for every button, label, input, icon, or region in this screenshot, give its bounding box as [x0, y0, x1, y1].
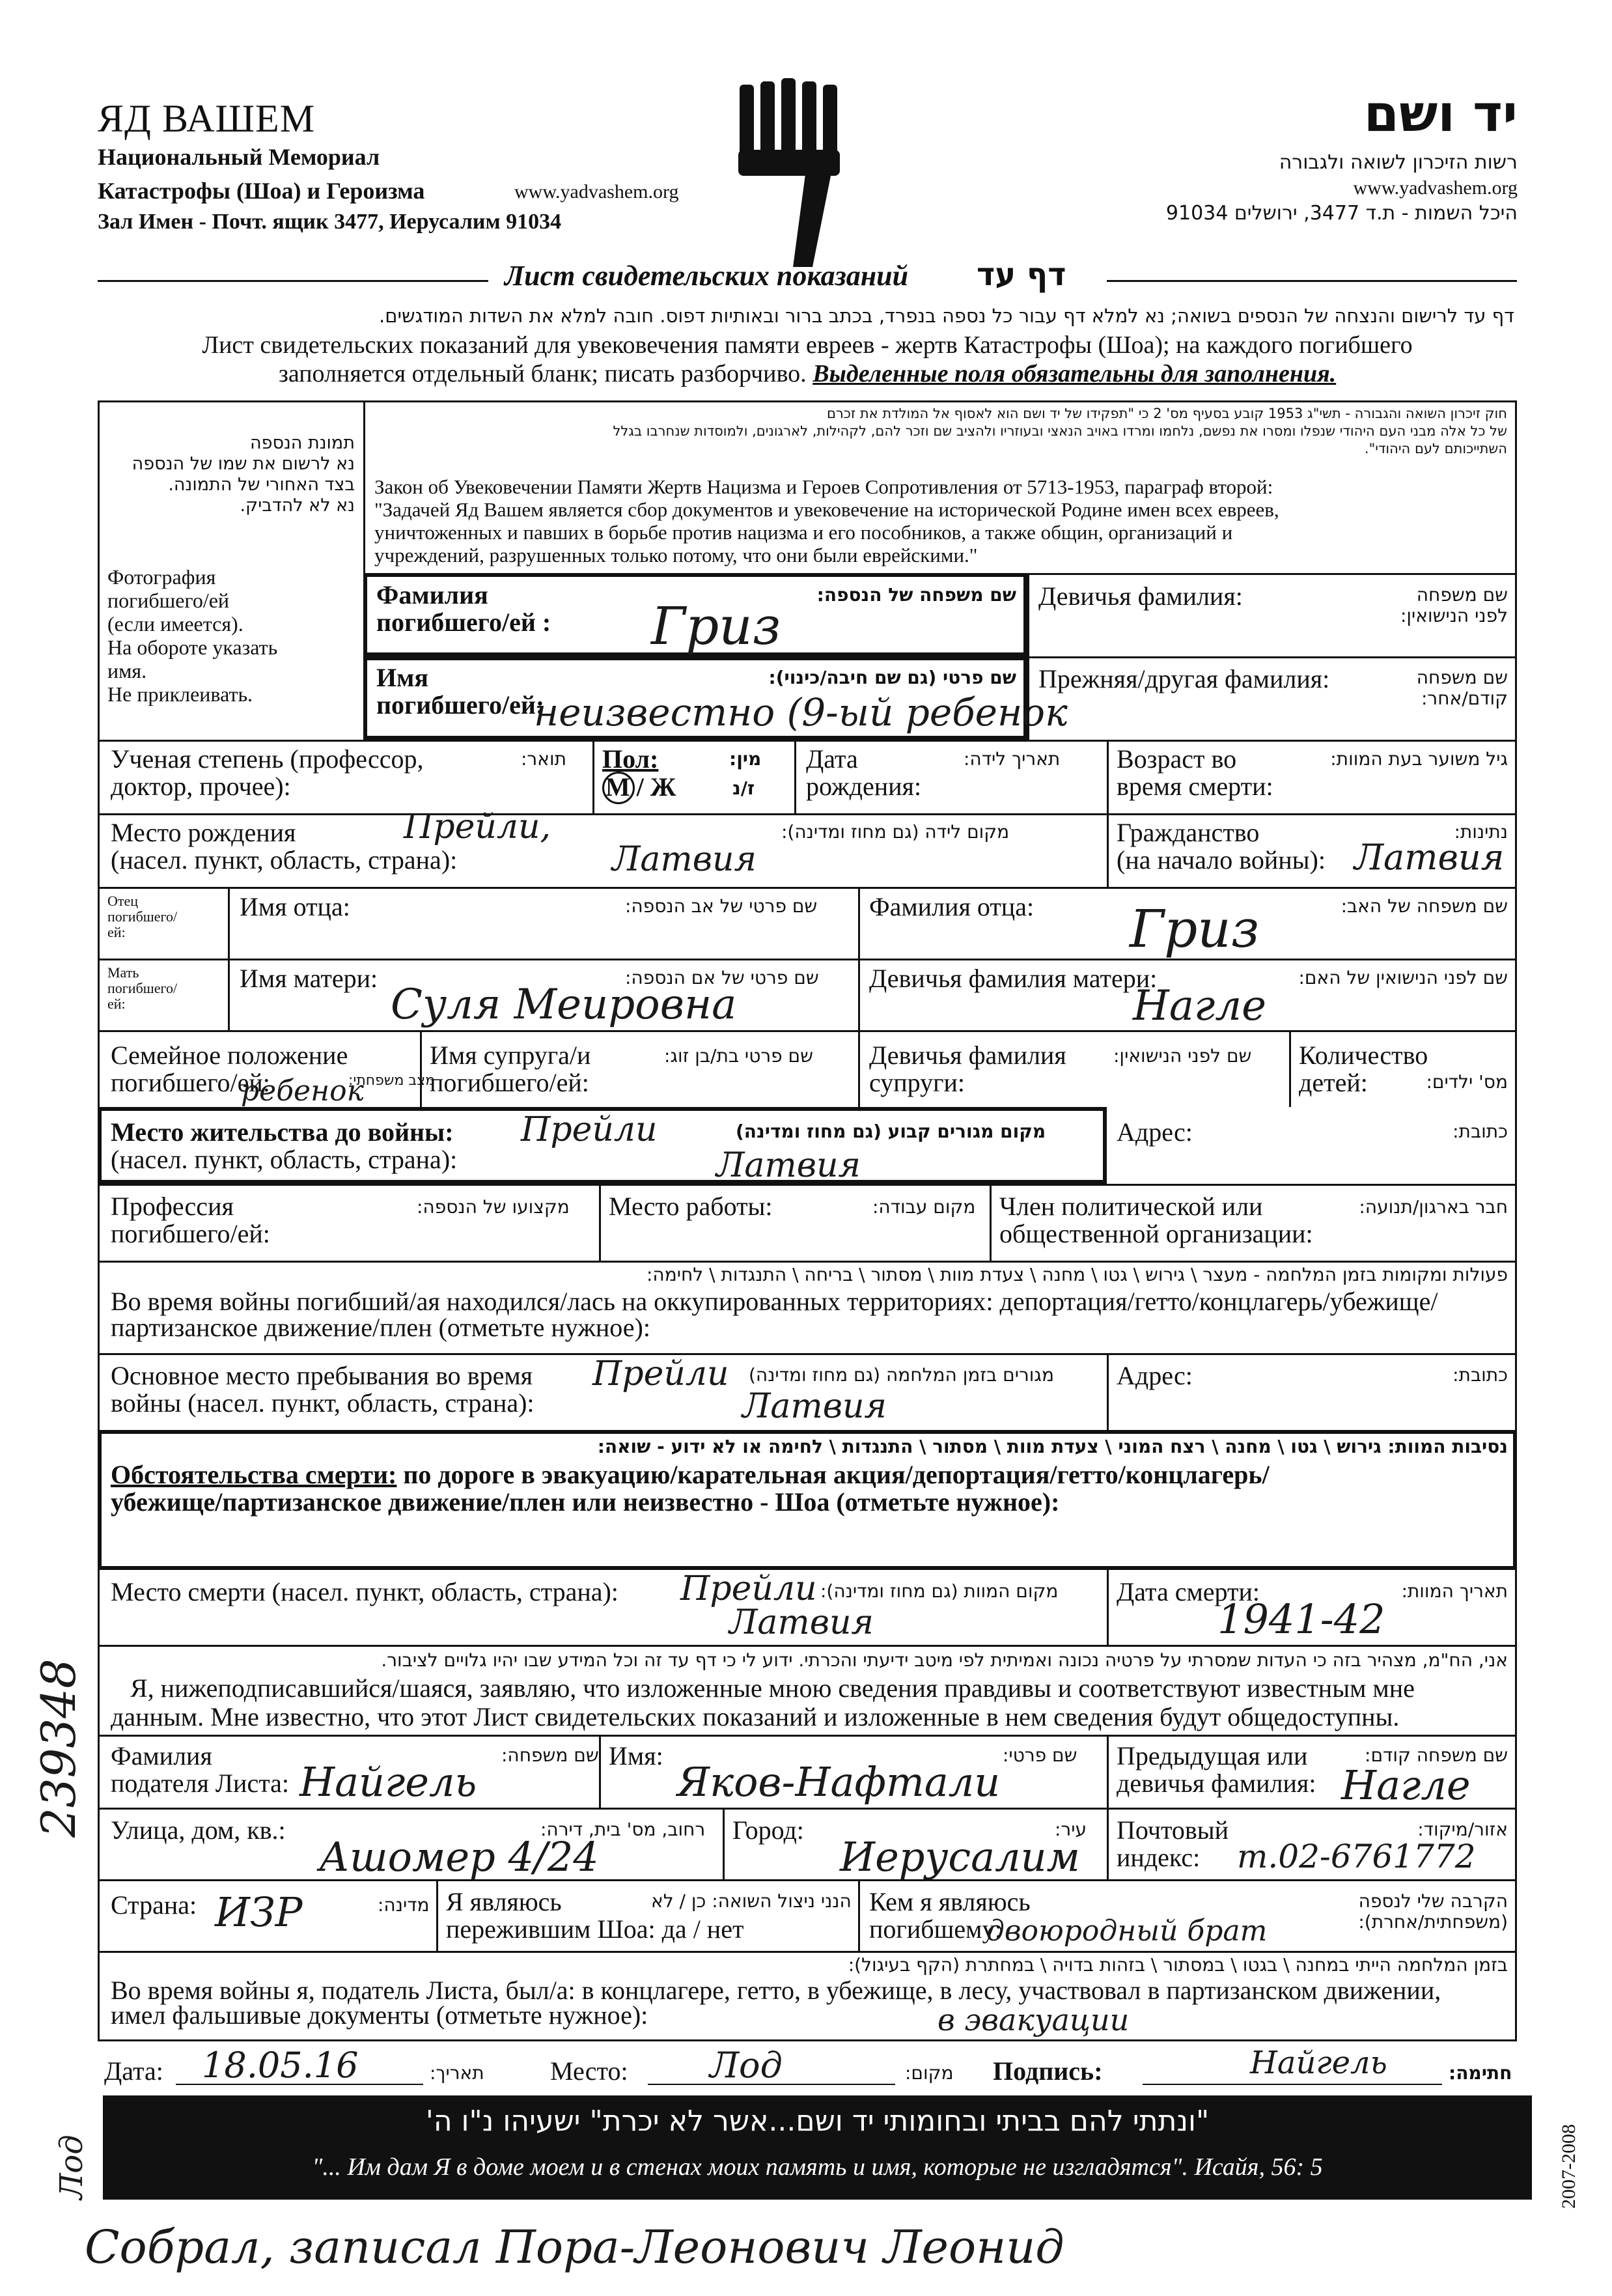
row-father-top: [98, 887, 1517, 889]
degree-he: תואר:: [521, 748, 566, 770]
sub-date-value[interactable]: 18.05.16: [202, 2045, 359, 2086]
sex-label: Пол:: [602, 744, 659, 774]
name-value[interactable]: неизвестно (9-ый ребенок: [534, 690, 1068, 735]
residence-label: Место жительства до войны:: [111, 1117, 454, 1147]
children-label-2: детей:: [1299, 1068, 1368, 1097]
sub-street-label: Улица, дом, кв.:: [111, 1815, 286, 1845]
sub-prev-he: שם משפחה קודם:: [1365, 1744, 1508, 1766]
death-he: נסיבות המוות: גירוש \ גטו \ מחנה \ רצח המוני \ צעדת מוות \ מסתור \ התנגדות \ לחימה או לא ידוע - שואה:: [597, 1436, 1508, 1457]
birthplace-he: מקום לידה (גם מחוז ומדינה):: [781, 821, 1010, 843]
mother-side: Мать погибшего/ей:: [107, 964, 178, 1012]
father-surname-label: Фамилия отца:: [869, 892, 1035, 921]
war-place-he: מגורים בזמן המלחמה (גם מחוז ומדינה): [749, 1364, 1054, 1386]
name-he: שם פרטי (גם שם חיבה/כינוי):: [768, 667, 1016, 688]
photo-he-4: נא לא להדביק.: [240, 496, 355, 516]
spouse-maiden-he: שם לפני הנישואין:: [1113, 1045, 1252, 1067]
work-label: Место работы:: [609, 1192, 773, 1221]
sub-prev-label-2: девичья фамилия:: [1117, 1769, 1316, 1798]
photo-he-1: תמונת הנספה: [249, 433, 355, 453]
sex-he: מין:: [729, 748, 762, 770]
header-he-line2: רשות הזיכרון לשואה ולגבורה: [1279, 151, 1518, 174]
death-date-he: תאריך המוות:: [1401, 1580, 1508, 1602]
children-label-1: Количество: [1299, 1041, 1428, 1070]
sub-prev-value[interactable]: Нагле: [1341, 1761, 1471, 1809]
photo-ru-3: (если имеется).: [107, 612, 243, 636]
mother-maiden-label: Девичья фамилия матери:: [869, 964, 1158, 993]
name-label-1: Имя: [376, 663, 428, 692]
record-number: 239348: [31, 1659, 86, 1838]
sub-war-ru-2: имел фальшивые документы (отметьте нужное):: [111, 2000, 648, 2030]
sub-survivor-he: הנני ניצול השואה: כן / לא: [651, 1890, 852, 1912]
header-he-line4: היכל השמות - ת.ד 3477, ירושלים 91034: [1165, 202, 1518, 225]
death-date-label: Дата смерти:: [1117, 1577, 1260, 1606]
work-divider: [990, 1184, 992, 1261]
header-url-right: www.yadvashem.org: [1353, 177, 1518, 199]
sub-prev-label: [1117, 1743, 1316, 1797]
law-he-1: חוק זיכרון השואה והגבורה - תשי"ג 1953 קובע בסעיף מס' 2 כי "תפקידו של יד ושם הוא לאסוף אל המולדת את זכרם: [826, 406, 1507, 421]
sub-street-he: רחוב, מס' בית, דירה:: [540, 1819, 706, 1840]
mother-name-he: שם פרטי של אם הנספה:: [625, 967, 819, 988]
maiden-bottom: [1027, 656, 1517, 658]
name-label-2: погибшего/ей:: [376, 690, 545, 720]
title-rule-right: [1107, 280, 1517, 282]
mother-maiden-he: שם לפני הנישואין של האם:: [1298, 967, 1508, 988]
profession-label-2: погибшего/ей:: [111, 1219, 270, 1248]
law-ru: [374, 475, 1510, 567]
header-org-ru: ЯД ВАШЕМ: [98, 97, 316, 140]
sub-relation-divider: [858, 1879, 860, 1951]
children-divider: [1289, 1030, 1291, 1107]
sub-street-value[interactable]: Ашомер 4/24: [319, 1833, 599, 1881]
declaration-ru-2: данным. Мне известно, что этот Лист свидетельских показаний и изложенные в нем сведения будут общедоступны.: [111, 1702, 1400, 1731]
surname-value[interactable]: Гриз: [651, 596, 781, 656]
age-label-1: Возраст во: [1117, 744, 1237, 774]
father-surname-he: שם משפחה של האב:: [1341, 895, 1508, 917]
work-he: מקום עבודה:: [872, 1196, 976, 1218]
mother-name-value[interactable]: Суля Меировна: [391, 981, 737, 1029]
degree-divider: [592, 740, 594, 813]
law-ru-3: уничтоженных и павших в борьбе против нацизма и его пособников, а также общин, организаций и: [374, 521, 1233, 544]
age-label-2: время смерти:: [1117, 772, 1273, 801]
wartime-he: פעולות ומקומות בזמן המלחמה - מעצר \ גירוש \ גטו \ מחנה \ צעדת מוות \ מסתור \ בריחה \ התנגדות \ לחימה:: [646, 1264, 1508, 1285]
age-he: גיל משוער בעת המוות:: [1330, 748, 1508, 770]
citizen-divider: [1107, 813, 1109, 887]
banner-ru: "... Им дам Я в доме моем и в стенах моих память и имя, которые не изгладятся". Исайя, 56: 5: [312, 2153, 1323, 2181]
war-place-label-2: войны (насел. пункт, область, страна):: [111, 1388, 535, 1418]
sub-date-he: תאריך:: [430, 2062, 484, 2084]
title-rule-left: [98, 280, 488, 282]
photo-ru-1: Фотография: [107, 565, 216, 589]
member-label-2: общественной организации:: [999, 1219, 1313, 1248]
sub-name-value[interactable]: Яков-Нафтали: [677, 1758, 1001, 1806]
row-profession-top: [98, 1184, 1517, 1186]
residence-he: מקום מגורים קבוע (גם מחוז ומדינה): [736, 1121, 1046, 1142]
photo-ru-6: Не приклеивать.: [107, 682, 253, 706]
sub-city-label: Город:: [732, 1815, 804, 1845]
photo-he-3: בצד האחורי של התמונה.: [168, 475, 355, 495]
spouse-maiden-label-1: Девичья фамилия: [869, 1041, 1066, 1070]
row-birthplace-top: [98, 813, 1517, 815]
sub-sign-he: חתימה:: [1449, 2062, 1512, 2084]
row-warplace-top: [98, 1353, 1517, 1355]
sub-surname-label-1: Фамилия: [111, 1741, 212, 1771]
birth-divider: [1107, 740, 1109, 813]
death-place-value-2[interactable]: Латвия: [729, 1603, 874, 1642]
yad-vashem-logo: [734, 78, 852, 267]
sub-name-label: Имя:: [609, 1741, 663, 1771]
marital-label-2: погибшего/ей:: [111, 1068, 270, 1097]
residence-value-1[interactable]: Прейли: [521, 1110, 658, 1149]
sub-relation-label-1: Кем я являюсь: [869, 1887, 1031, 1916]
death-place-label: Место смерти (насел. пункт, область, страна):: [111, 1577, 618, 1606]
declaration-ru-1: Я, нижеподписавшийся/шаяся, заявляю, что изложенные мною сведения правдивы и соответствуют известным мне: [130, 1673, 1415, 1703]
sub-prev-divider: [1107, 1735, 1109, 1808]
photo-he-2: נא לרשום את שמו של הנספה: [132, 454, 355, 474]
sub-place-he: מקום:: [905, 2062, 954, 2084]
birthplace-label-2: (насел. пункт, область, страна):: [111, 845, 458, 875]
sub-relation-he: הקרבה שלי לנספה (משפחתית/אחרת):: [1358, 1890, 1508, 1933]
children-label: [1299, 1042, 1428, 1097]
degree-label-1: Ученая степень (профессор,: [111, 744, 424, 774]
photo-ru-4: На обороте указать: [107, 636, 278, 659]
sub-survivor-label-1: Я являюсь: [446, 1887, 562, 1916]
wartime-ru-2: партизанское движение/плен (отметьте нужное):: [111, 1313, 650, 1342]
war-address-he: כתובת:: [1452, 1364, 1508, 1386]
law-ru-4: учреждений, разрушенных только потому, что они были еврейскими.": [374, 544, 978, 567]
sub-date-label: Дата:: [104, 2056, 163, 2086]
row-sub4-top: [98, 1951, 1517, 1953]
spouse-label: [430, 1042, 591, 1097]
marital-value[interactable]: ребенок: [241, 1074, 364, 1108]
form-title-he: דף עד: [977, 257, 1066, 293]
sub-country-label: Страна:: [111, 1890, 197, 1920]
birthplace-label-1: Место рождения: [111, 818, 296, 847]
spouse-label-1: Имя супруга/и: [430, 1041, 591, 1070]
prev-label: Прежняя/другая фамилия:: [1038, 664, 1330, 693]
member-label: [999, 1193, 1313, 1248]
sub-place-label: Место:: [550, 2056, 628, 2086]
form-title-ru: Лист свидетельских показаний: [505, 260, 909, 292]
age-label: [1117, 746, 1273, 800]
header-ru-line4: Зал Имен - Почт. ящик 3477, Иерусалим 91034: [98, 210, 562, 234]
address-he: כתובת:: [1452, 1121, 1508, 1142]
war-place-label: [111, 1362, 535, 1417]
sub-city-value[interactable]: Иерусалим: [840, 1833, 1080, 1881]
sub-surname-label: [111, 1743, 289, 1797]
degree-label-2: доктор, прочее):: [111, 772, 291, 801]
sub-war-he: בזמן המלחמה הייתי במחנה \ בגטו \ במסתור \ בזהות בדויה \ במחתרת (הקף בעיגול):: [848, 1954, 1508, 1976]
marital-divider: [420, 1030, 422, 1107]
row-sub3-top: [98, 1879, 1517, 1881]
row-degree-top: [98, 740, 1517, 742]
death-ru-2: убежище/партизанское движение/плен или неизвестно - Шоа (отметьте нужное):: [111, 1487, 1060, 1517]
spouse-divider: [858, 1030, 860, 1107]
header-ru-line2: Национальный Мемориал: [98, 144, 380, 170]
residence-label-2: (насел. пункт, область, страна):: [111, 1145, 458, 1174]
sub-prev-label-1: Предыдущая или: [1117, 1741, 1308, 1771]
surname-label-2: погибшего/ей :: [376, 608, 551, 637]
spouse-he: שם פרטי בת/בן זוג:: [664, 1045, 813, 1067]
profession-label: [111, 1193, 270, 1248]
law-he-2: של כל אלה מבני העם היהודי שנפלו ומסרו את נפשם, נלחמו ומרדו באויב הנאצי ובעוזריו ולהציב שם וזכר להם, לקהילות, לארגונים, ולמוסדות שנחרבו בגלל: [613, 423, 1507, 439]
war-place-label-1: Основное место пребывания во время: [111, 1361, 533, 1390]
declaration-he: אני, הח"מ, מצהיר בזה כי העדות שמסרתי על פרטיה נכונה ואמיתית לפי מיטב ידיעתי והכרתי. ידוע לי כי דף עד זה וכל המידע שבו יהיו גלויים לציבור.: [381, 1649, 1508, 1671]
photo-ru: [107, 565, 355, 706]
sub-sign-label: Подпись:: [993, 2056, 1103, 2086]
member-label-1: Член политической или: [999, 1192, 1263, 1221]
profession-divider: [599, 1184, 601, 1261]
war-place-value-1[interactable]: Прейли: [592, 1354, 729, 1393]
profession-label-1: Профессия: [111, 1192, 234, 1221]
sub-zip-he: אזור/מיקוד:: [1417, 1819, 1508, 1840]
citizen-label: [1117, 819, 1326, 874]
children-he: מס' ילדים:: [1426, 1071, 1508, 1093]
law-he-3: השתייכותם לעם היהודי".: [1364, 441, 1507, 456]
intro-ru-1: Лист свидетельских показаний для увековечения памяти евреев - жертв Катастрофы (Шоа); на каждого погибшего: [202, 331, 1413, 359]
sub-survivor-label-2: пережившим Шоа: да / нет: [446, 1914, 744, 1944]
sub-war-value[interactable]: в эвакуации: [938, 2002, 1130, 2037]
sub-sign-line: [1143, 2084, 1442, 2085]
header-url-left: www.yadvashem.org: [514, 181, 679, 203]
citizen-label-1: Гражданство: [1117, 818, 1260, 847]
citizen-label-2: (на начало войны):: [1117, 845, 1326, 875]
sub-zip-value[interactable]: т.02-6761772: [1237, 1838, 1476, 1875]
spouse-maiden-label-2: супруги:: [869, 1068, 966, 1097]
sub-country-value[interactable]: ИЗР: [215, 1888, 303, 1936]
death-date-value[interactable]: 1941-42: [1217, 1595, 1385, 1643]
intro-ru-2a: заполняется отдельный бланк; писать разборчиво.: [278, 360, 807, 387]
sex-circle-mark: [602, 772, 635, 804]
photo-ru-2: погибшего/ей: [107, 589, 230, 612]
sub-surname-he: שם משפחה:: [501, 1744, 599, 1766]
birth-label-2: рождения:: [806, 772, 922, 801]
margin-left-note: Лод: [53, 2135, 90, 2200]
sub-zip-divider: [1107, 1808, 1109, 1879]
profession-he: מקצועו של הנספה:: [417, 1196, 570, 1218]
father-side: Отец погибшего/ей:: [107, 893, 178, 940]
sub-city-he: עיר:: [1055, 1819, 1087, 1840]
sex-he-2: ז/נ: [732, 777, 755, 799]
spouse-label-2: погибшего/ей:: [430, 1068, 589, 1097]
row-sub2-top: [98, 1808, 1517, 1810]
sub-war-ru-1: Во время войны я, податель Листа, был/а: в концлагере, гетто, в убежище, в лесу, участвовал в партизанском движении,: [111, 1976, 1441, 2005]
law-he: [371, 405, 1507, 458]
edition-years: 2007-2008: [1558, 2124, 1579, 2209]
sub-surname-value[interactable]: Найгель: [299, 1758, 477, 1806]
spouse-maiden-label: [869, 1042, 1066, 1097]
intro-he: דף עד לרישום והנצחה של הנספים בשואה; נא למלא דף עבור כל נספה בנפרד, בכתב ברור ובאותיות דפוס. חובה למלא את השדות המודגשים.: [379, 305, 1514, 327]
name-label: [376, 664, 544, 719]
birth-he: תאריך לידה:: [964, 748, 1061, 770]
sub-zip-label-1: Почтовый: [1117, 1815, 1229, 1845]
degree-label: [111, 746, 423, 800]
row-marital-top: [98, 1030, 1517, 1032]
sub-relation-label-2: погибшему:: [869, 1914, 1003, 1944]
death-place-he: מקום המוות (גם מחוז ומדינה):: [820, 1580, 1059, 1602]
wartime-ru-1: Во время войны погибший/ая находился/лась на оккупированных территориях: депортация/гетто/концлагерь/убежище/: [111, 1287, 1438, 1316]
sex-divider: [794, 740, 796, 813]
sub-name-divider: [599, 1735, 601, 1808]
sub-place-value[interactable]: Лод: [710, 2045, 783, 2086]
footer-collector-note: Собрал, записал Пора-Леонович Леонид: [85, 2220, 1064, 2274]
law-ru-2: "Задачей Яд Вашем является сбор документов и увековечение на исторической Родине имен всех евреев,: [374, 498, 1279, 521]
intro-ru-2: [98, 359, 1517, 388]
sub-sign-value[interactable]: Найгель: [1250, 2045, 1387, 2081]
marital-he: מצב משפחתי:: [348, 1072, 436, 1089]
father-surname-value[interactable]: Гриз: [1130, 899, 1260, 959]
sub-survivor-divider: [436, 1879, 438, 1951]
maiden-label: Девичья фамилия:: [1038, 581, 1243, 611]
birthplace-value-2[interactable]: Латвия: [612, 840, 757, 879]
father-name-label: Имя отца:: [240, 892, 350, 921]
sub-country-he: מדינה:: [378, 1894, 430, 1916]
intro-ru-2b: Выделенные поля обязательны для заполнения.: [813, 360, 1337, 387]
address-label: Адрес:: [1117, 1117, 1193, 1147]
birth-label-1: Дата: [806, 744, 858, 774]
war-place-value-2[interactable]: Латвия: [742, 1387, 887, 1426]
death-place-divider: [1107, 1570, 1109, 1645]
sub-zip-label: [1117, 1817, 1229, 1871]
header-org-he: יד ושם: [1363, 85, 1518, 143]
sub-relation-value[interactable]: двоюродный брат: [986, 1914, 1268, 1948]
header-ru-line3: Катастрофы (Шоа) и Героизма: [98, 178, 425, 204]
sub-name-he: שם פרטי:: [1003, 1744, 1077, 1766]
row-mother-top: [98, 959, 1517, 960]
prev-he: שם משפחה קודם/אחר:: [1416, 667, 1508, 709]
maiden-he: שם משפחה לפני הנישואין:: [1400, 584, 1508, 626]
death-ru-1a: Обстоятельства смерти:: [111, 1460, 397, 1489]
citizen-he: נתינות:: [1454, 821, 1508, 843]
mother-maiden-value[interactable]: Нагле: [1133, 982, 1266, 1030]
surname-label-1: Фамилия: [376, 580, 488, 609]
row-sub1-top: [98, 1735, 1517, 1737]
marital-label-1: Семейное положение: [111, 1041, 348, 1070]
death-ru-1: [111, 1461, 1270, 1489]
death-place-value-1[interactable]: Прейли: [680, 1569, 817, 1608]
mother-name-label: Имя матери:: [240, 964, 378, 993]
residence-value-2[interactable]: Латвия: [716, 1146, 861, 1185]
row-wartime-top: [98, 1261, 1517, 1263]
surname-label: [376, 581, 551, 636]
sub-surname-label-2: подателя Листа:: [111, 1769, 290, 1798]
member-he: חבר בארגון/תנועה:: [1359, 1196, 1508, 1218]
photo-he: [107, 433, 355, 516]
photo-ru-5: имя.: [107, 659, 147, 682]
surname-he: שם משפחה של הנספה:: [816, 584, 1016, 606]
banner-he: "ונתתי להם בביתי ובחומותי יד ושם...אשר לא יכרת" ישעיהו נ"ו ה': [425, 2105, 1210, 2138]
sub-zip-label-2: индекс:: [1117, 1843, 1201, 1872]
sex-options[interactable]: М / Ж: [605, 772, 676, 802]
war-place-divider: [1107, 1353, 1109, 1430]
law-ru-1: Закон об Увековечении Памяти Жертв Нацизма и Героев Сопротивления от 5713-1953, параграф второй:: [374, 475, 1273, 498]
birth-label: [806, 746, 921, 800]
father-name-he: שם פרטי של אב הנספה:: [625, 895, 818, 917]
death-ru-1b: по дороге в эвакуацию/карательная акция/депортация/гетто/концлагерь/: [403, 1460, 1270, 1489]
war-address-label: Адрес:: [1117, 1361, 1193, 1390]
sub-city-divider: [723, 1808, 725, 1879]
citizen-value[interactable]: Латвия: [1354, 837, 1505, 878]
birthplace-value-1[interactable]: Прейли,: [404, 807, 551, 847]
row-declaration-top: [98, 1645, 1517, 1647]
